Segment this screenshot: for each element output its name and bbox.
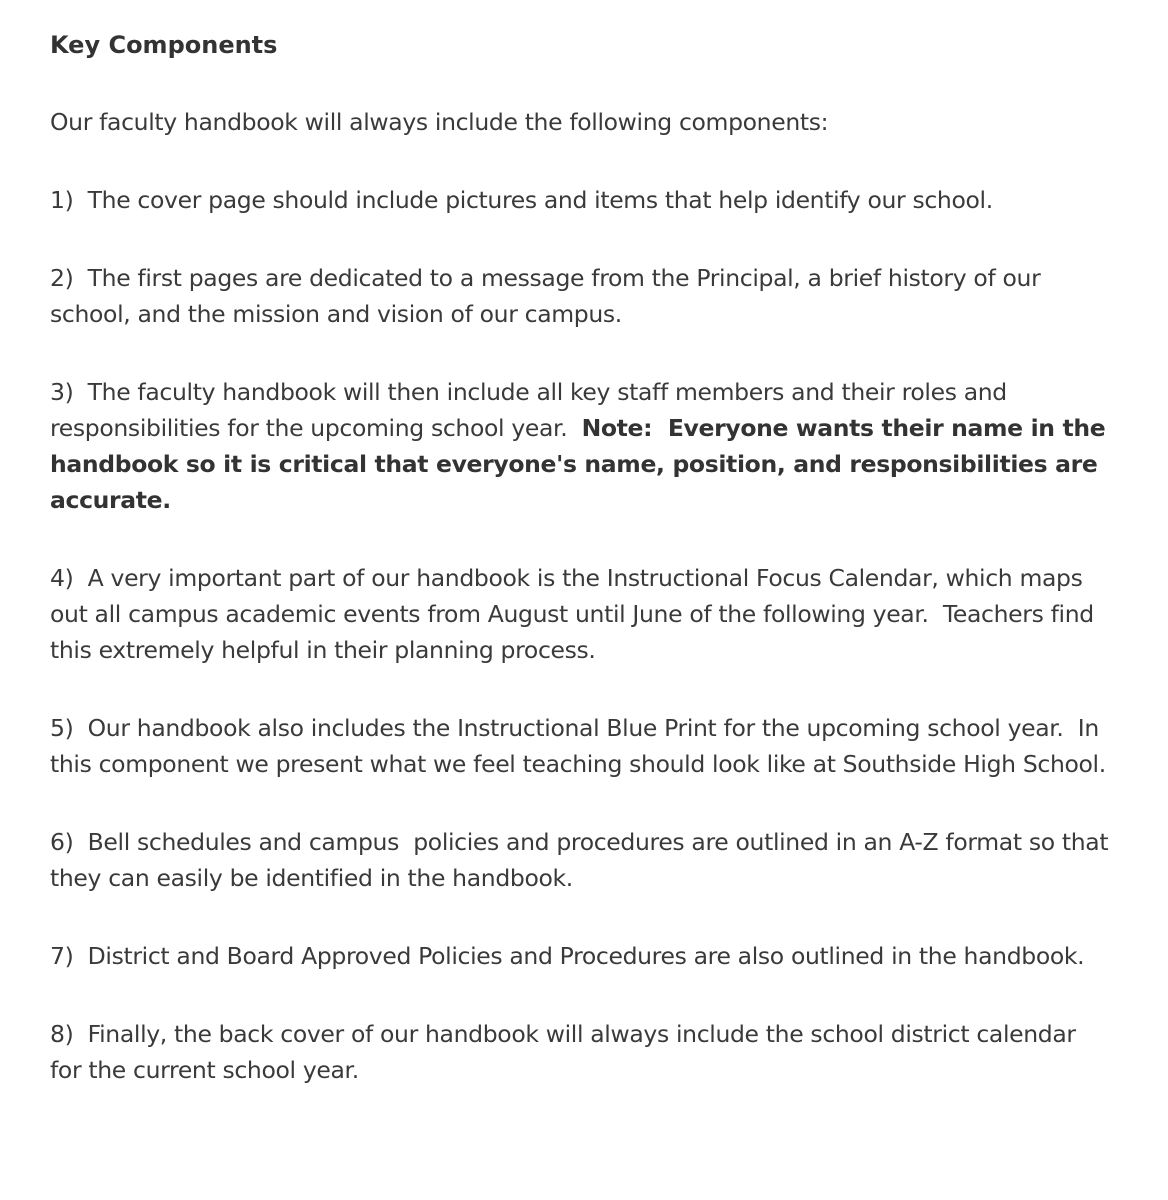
item-text: 6) Bell schedules and campus policies and procedures are outlined in an A-Z format so that they can easily be identified in the handbook. bbox=[50, 828, 1116, 892]
item-text: 2) The first pages are dedicated to a message from the Principal, a brief history of our school, and the mission and vision of our campus. bbox=[50, 264, 1048, 328]
component-item-6 bbox=[50, 824, 1116, 896]
item-text: 1) The cover page should include pictures and items that help identify our school. bbox=[50, 186, 993, 214]
component-item-4 bbox=[50, 560, 1110, 668]
component-item-5 bbox=[50, 710, 1110, 782]
item-text: 3) The faculty handbook will then include all key staff members and their roles and responsibilities for the upcoming school year. bbox=[50, 378, 1014, 442]
component-item-1 bbox=[50, 182, 1110, 218]
component-item-8 bbox=[50, 1016, 1110, 1088]
component-item-7 bbox=[50, 938, 1110, 974]
document-body bbox=[50, 26, 1116, 1130]
item-text: 8) Finally, the back cover of our handbook will always include the school district calendar for the current school year. bbox=[50, 1020, 1083, 1084]
item-text: 5) Our handbook also includes the Instructional Blue Print for the upcoming school year. In this component we present what we feel teaching should look like at Southside High School. bbox=[50, 714, 1107, 778]
item-text: 4) A very important part of our handbook is the Instructional Focus Calendar, which maps out all campus academic events from August until June of the following year. Teachers find this extremely helpful in their planning process. bbox=[50, 564, 1101, 664]
section-heading: Key Components bbox=[50, 31, 278, 59]
item-note: Note: Everyone wants their name in the handbook so it is critical that everyone's name, position, and responsibilities are accurate. bbox=[50, 414, 1114, 514]
component-item-3 bbox=[50, 374, 1114, 518]
item-text: 7) District and Board Approved Policies and Procedures are also outlined in the handbook. bbox=[50, 942, 1085, 970]
intro-paragraph: Our faculty handbook will always include the following components: bbox=[50, 108, 829, 136]
component-item-2 bbox=[50, 260, 1110, 332]
